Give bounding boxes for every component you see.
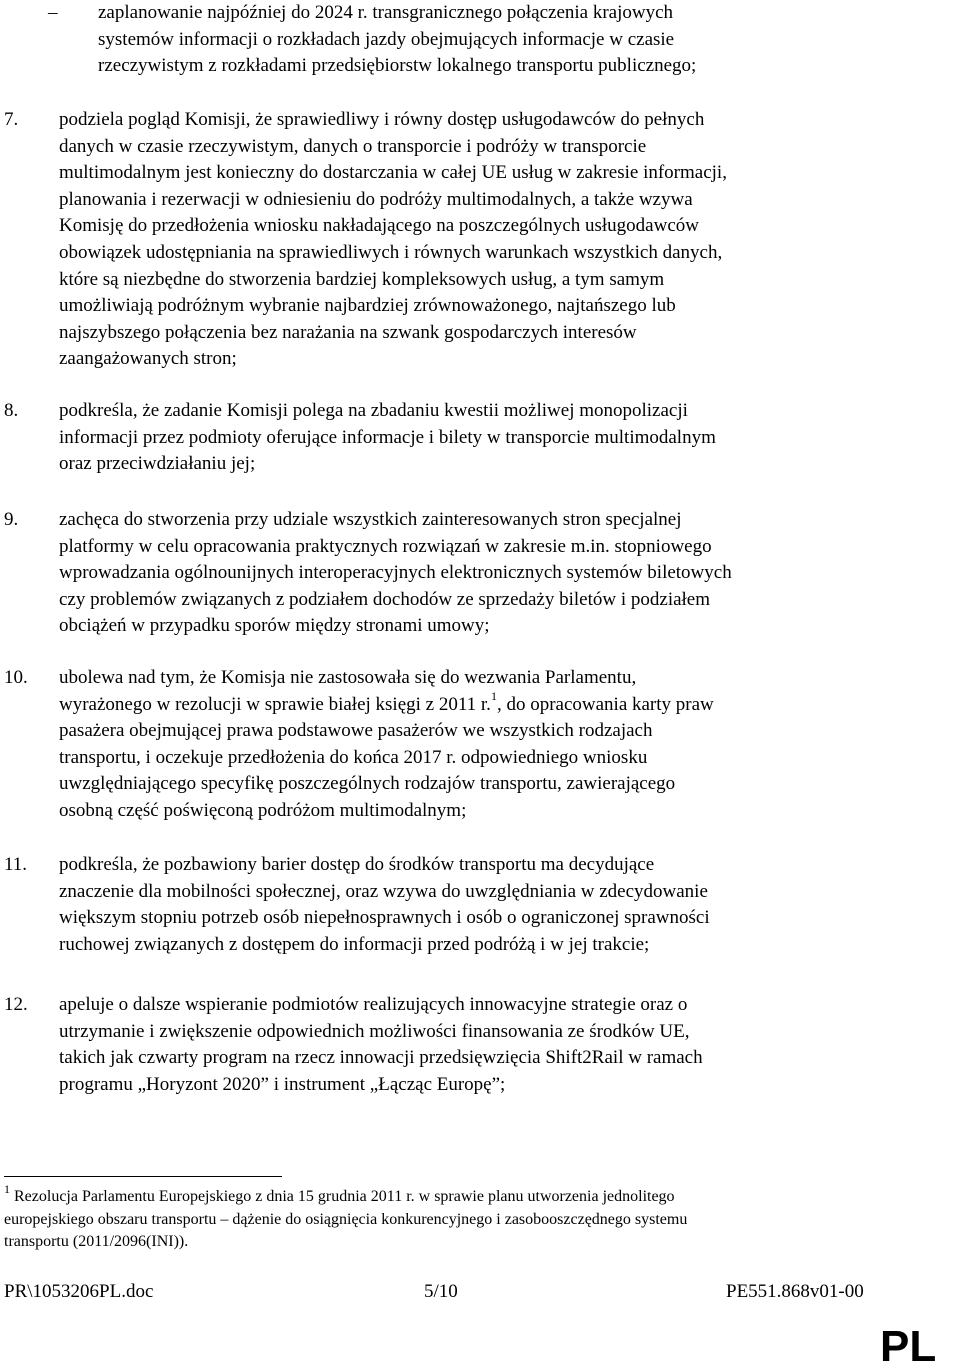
paragraph-number: 8. bbox=[4, 400, 19, 421]
footer-pe-number: PE551.868v01-00 bbox=[726, 1281, 864, 1302]
paragraph-number: 7. bbox=[4, 109, 19, 130]
footer-document-reference: PR\1053206PL.doc bbox=[4, 1281, 154, 1302]
paragraph-number: 11. bbox=[4, 854, 28, 875]
paragraph-text: apeluje o dalsze wspieranie podmiotów realizujących innowacyjne strategie oraz o utrzymanie i zwiększenie odpowiednich możliwości finansowania ze środków UE, takich jak czwarty program na rzecz innowacji przedsięwzięcia Shift2Rail w ramach programu „Horyzont 2020” i instrument „Łącząc Europę”; bbox=[59, 994, 703, 1095]
footnote-number: 1 bbox=[4, 1181, 10, 1196]
paragraph-text: podkreśla, że zadanie Komisji polega na zbadaniu kwestii możliwej monopolizacji informacji przez podmioty oferujące informacje i bilety w transporcie multimodalnym oraz przeciwdziałaniu jej; bbox=[59, 400, 716, 475]
paragraph-text: zachęca do stworzenia przy udziale wszystkich zainteresowanych stron specjalnej platformy w celu opracowania praktycznych rozwiązań w zakresie m.in. stopniowego wprowadzania ogólnounijnych interoperacyjnych elektronicznych systemów biletowych czy problemów związanych z podziałem dochodów ze sprzedaży biletów i podziałem obciążeń w przypadku sporów między stronami umowy; bbox=[59, 509, 732, 637]
paragraph-text: podkreśla, że pozbawiony barier dostęp do środków transportu ma decydujące znaczenie dla mobilności społecznej, oraz wzywa do uwzględniania w zdecydowanie większym stopniu potrzeb osób niepełnosprawnych i osób o ograniczonej sprawności ruchowej związanych z dostępem do informacji przed podróżą i w jej trakcie; bbox=[59, 854, 710, 955]
paragraph-text bbox=[59, 665, 889, 825]
paragraph-text: podziela pogląd Komisji, że sprawiedliwy i równy dostęp usługodawców do pełnych danych w czasie rzeczywistym, danych o transporcie i podróży w transporcie multimodalnym jest konieczny do dostarczania w całej UE usług w zakresie informacji, planowania i rezerwacji w odniesieniu do podróży multimodalnych, a także wzywa Komisję do przedłożenia wniosku nakładającego na poszczególnych usługodawców obowiązek udostępniania na sprawiedliwych i równych warunkach wszystkich danych, które są niezbędne do stworzenia bardziej kompleksowych usług, a tym samym umożliwiają podróżnym wybranie najbardziej zrównoważonego, najtańszego lub najszybszego połączenia bez narażania na szwank gospodarczych interesów zaangażowanych stron; bbox=[59, 109, 727, 370]
footnote bbox=[4, 1181, 904, 1254]
language-code: PL bbox=[880, 1322, 937, 1371]
footnote-reference: 1 bbox=[490, 689, 497, 704]
footnote-text: Rezolucja Parlamentu Europejskiego z dnia 15 grudnia 2011 r. w sprawie planu utworzenia jednolitego europejskiego obszaru transportu – dążenie do osiągnięcia konkurencyjnego i zasobooszczędnego systemu transportu (2011/2096(INI)). bbox=[4, 1188, 688, 1250]
dash-marker: – bbox=[48, 2, 58, 23]
paragraph-number: 12. bbox=[4, 994, 28, 1015]
paragraph-number: 9. bbox=[4, 509, 19, 530]
footer-page-number: 5/10 bbox=[424, 1281, 458, 1302]
paragraph-number: 10. bbox=[4, 667, 28, 688]
footnote-separator bbox=[4, 1176, 282, 1177]
paragraph-text-part: , do opracowania karty praw pasażera obejmującej prawa podstawowe pasażerów we wszystkich rodzajach transportu, i oczekuje przedłożenia do końca 2017 r. odpowiedniego wniosku uwzględniającego specyfikę poszczególnych rodzajów transportu, zawierającego osobną część poświęconą podróżom multimodalnym; bbox=[59, 693, 714, 821]
paragraph-text-part: ubolewa nad tym, że Komisja nie zastosowała się do wezwania Parlamentu, wyrażonego w rezolucji w sprawie białej księgi z 2011 r. bbox=[59, 667, 637, 715]
dash-item-text: zaplanowanie najpóźniej do 2024 r. transgranicznego połączenia krajowych systemów informacji o rozkładach jazdy obejmujących informacje w czasie rzeczywistym z rozkładami przedsiębiorstw lokalnego transportu publicznego; bbox=[98, 2, 697, 77]
